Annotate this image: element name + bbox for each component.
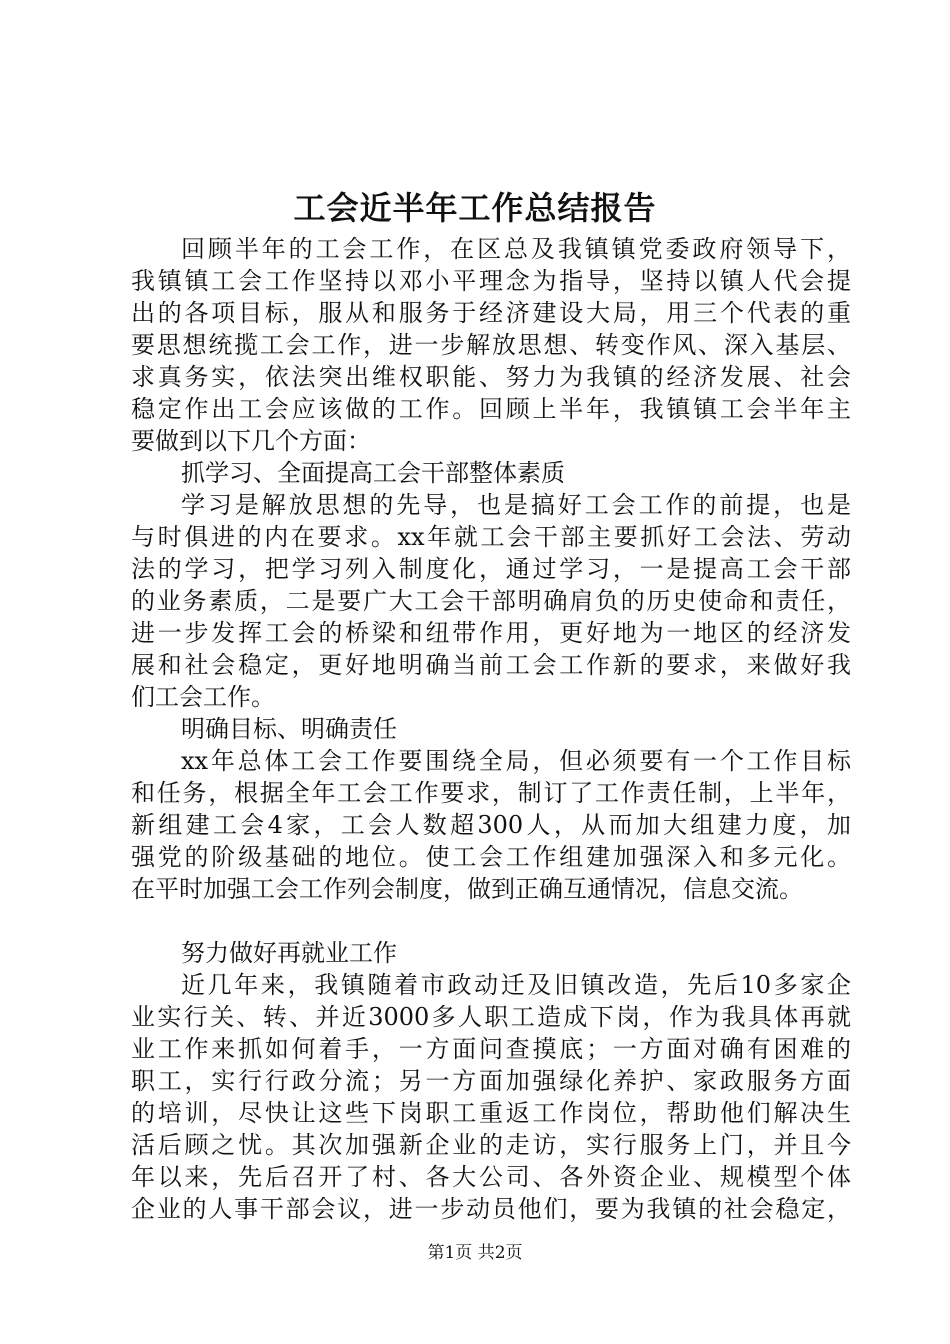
section-heading: 明确目标、明确责任 (181, 715, 397, 743)
paragraph-line: 业实行关、转、并近3000多人职工造成下岗，作为我具体再就 (131, 1003, 851, 1031)
paragraph (131, 969, 851, 1225)
paragraph-line: 的培训，尽快让这些下岗职工重返工作岗位，帮助他们解决生 (131, 1099, 851, 1127)
document-title: 工会近半年工作总结报告 (293, 189, 657, 227)
paragraph-line: 们工会工作。 (131, 683, 275, 711)
paragraph-line: 与时俱进的内在要求。xx年就工会干部主要抓好工会法、劳动 (131, 523, 851, 551)
paragraph-line: 出的各项目标，服从和服务于经济建设大局，用三个代表的重 (131, 299, 851, 327)
paragraph-line: 回顾半年的工会工作，在区总及我镇镇党委政府领导下， (181, 235, 851, 263)
paragraph-line: 和任务，根据全年工会工作要求，制订了工作责任制，上半年， (131, 779, 851, 807)
paragraph (131, 745, 851, 905)
paragraph-line: 学习是解放思想的先导，也是搞好工会工作的前提，也是 (181, 491, 851, 519)
paragraph-line: 求真务实，依法突出维权职能、努力为我镇的经济发展、社会 (131, 363, 851, 391)
paragraph-line: 企业的人事干部会议，进一步动员他们，要为我镇的社会稳定， (131, 1195, 851, 1223)
paragraph-line: 要思想统揽工会工作，进一步解放思想、转变作风、深入基层、 (131, 331, 851, 359)
paragraph-line: 我镇镇工会工作坚持以邓小平理念为指导，坚持以镇人代会提 (131, 267, 851, 295)
paragraph-line: 年以来，先后召开了村、各大公司、各外资企业、规模型个体 (131, 1163, 851, 1191)
paragraph (131, 233, 851, 457)
paragraph-line: 职工，实行行政分流；另一方面加强绿化养护、家政服务方面 (131, 1067, 851, 1095)
paragraph-line: 展和社会稳定，更好地明确当前工会工作新的要求，来做好我 (131, 651, 851, 679)
paragraph-line: 活后顾之忧。其次加强新企业的走访，实行服务上门，并且今 (131, 1131, 851, 1159)
paragraph-line: 新组建工会4家，工会人数超300人，从而加大组建力度，加 (131, 811, 851, 839)
paragraph-line: 的业务素质，二是要广大工会干部明确肩负的历史使命和责任， (131, 587, 851, 615)
paragraph-line: 法的学习，把学习列入制度化，通过学习，一是提高工会干部 (131, 555, 851, 583)
paragraph-line: xx年总体工会工作要围绕全局，但必须要有一个工作目标 (181, 747, 851, 775)
paragraph-line: 稳定作出工会应该做的工作。回顾上半年，我镇镇工会半年主 (131, 395, 851, 423)
section-heading: 抓学习、全面提高工会干部整体素质 (181, 459, 565, 487)
document-body (131, 233, 851, 1225)
paragraph (131, 489, 851, 713)
paragraph-line: 在平时加强工会工作列会制度，做到正确互通情况，信息交流。 (131, 875, 803, 903)
paragraph-line: 进一步发挥工会的桥梁和纽带作用，更好地为一地区的经济发 (131, 619, 851, 647)
paragraph-line: 近几年来，我镇随着市政动迁及旧镇改造，先后10多家企 (181, 971, 851, 999)
paragraph-line: 要做到以下几个方面： (131, 427, 371, 455)
blank-line (131, 905, 851, 937)
paragraph-line: 业工作来抓如何着手，一方面问查摸底；一方面对确有困难的 (131, 1035, 851, 1063)
paragraph-line: 强党的阶级基础的地位。使工会工作组建加强深入和多元化。 (131, 843, 851, 871)
section-heading: 努力做好再就业工作 (181, 939, 397, 967)
page-footer: 第1页 共2页 (427, 1243, 523, 1263)
